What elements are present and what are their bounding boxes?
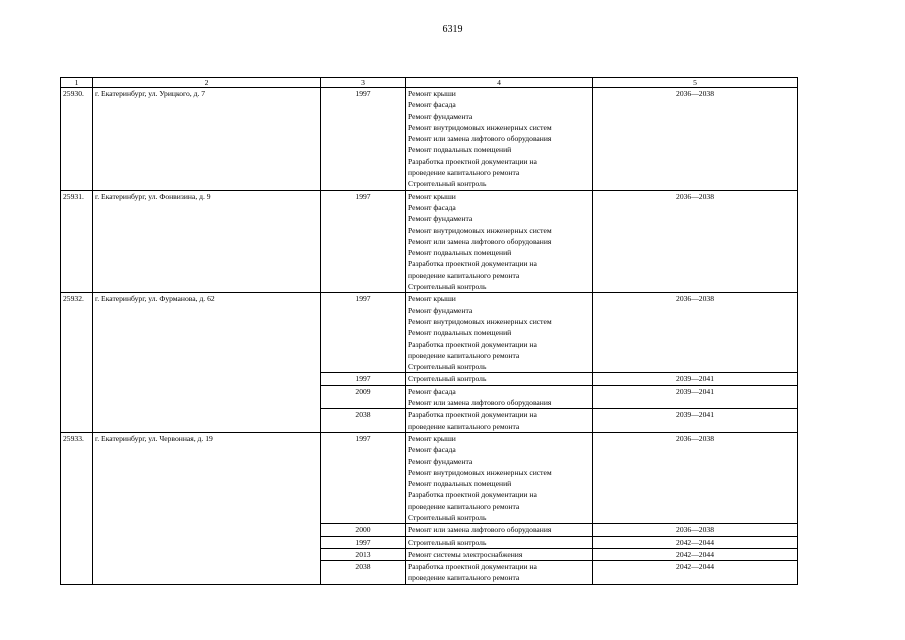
repair-work-item: Ремонт фундамента [408,305,473,315]
repair-work-item: Ремонт или замена лифтового оборудования [408,236,552,246]
repair-work-item: Ремонт системы электроснабжения [408,549,523,559]
column-number-3: 3 [321,78,406,88]
repair-works [406,432,593,523]
repair-period: 2042—2044 [593,536,798,548]
row-number: 25930. [61,88,93,191]
building-address: г. Екатеринбург, ул. Фурманова, д. 62 [93,293,321,433]
repair-period: 2036—2038 [593,524,798,536]
repair-work-item: Ремонт крыши [408,191,456,201]
repair-work-item: проведение капитального ремонта [408,350,520,360]
construction-year: 2000 [321,524,406,536]
repair-work-item: Строительный контроль [408,512,487,522]
repair-work-item: Ремонт внутридомовых инженерных систем [408,467,552,477]
table-header-row [61,78,798,88]
column-number-4: 4 [406,78,593,88]
repair-work-item: проведение капитального ремонта [408,270,520,280]
repair-period: 2036—2038 [593,88,798,191]
repair-work-item: проведение капитального ремонта [408,168,520,178]
repair-work-item: Ремонт фасада [408,386,456,396]
repair-work-item: проведение капитального ремонта [408,573,520,583]
construction-year: 1997 [321,293,406,373]
repair-work-item: проведение капитального ремонта [408,501,520,511]
repair-works [406,561,593,585]
repair-period: 2036—2038 [593,190,798,293]
repair-work-item: Разработка проектной документации на [408,410,537,420]
column-number-2: 2 [93,78,321,88]
repair-work-item: Строительный контроль [408,374,487,384]
repair-period: 2039—2041 [593,385,798,409]
repair-period: 2036—2038 [593,293,798,373]
repair-work-item: Ремонт крыши [408,294,456,304]
repair-work-item: Строительный контроль [408,282,487,292]
construction-year: 1997 [321,432,406,523]
repair-work-item: Ремонт или замена лифтового оборудования [408,525,552,535]
construction-year: 2038 [321,409,406,433]
repair-work-item: Ремонт фундамента [408,111,473,121]
row-number: 25932. [61,293,93,433]
repair-work-item: Разработка проектной документации на [408,490,537,500]
repair-work-item: Строительный контроль [408,179,487,189]
capital-repair-table [60,77,798,585]
repair-work-item: Ремонт подвальных помещений [408,328,512,338]
construction-year: 2038 [321,561,406,585]
construction-year: 2009 [321,385,406,409]
repair-works [406,536,593,548]
table-row [61,190,798,293]
repair-work-item: Строительный контроль [408,362,487,372]
construction-year: 1997 [321,88,406,191]
repair-period: 2042—2044 [593,561,798,585]
repair-work-item: Ремонт подвальных помещений [408,479,512,489]
repair-work-item: Ремонт подвальных помещений [408,248,512,258]
column-number-5: 5 [593,78,798,88]
repair-work-item: Ремонт внутридомовых инженерных систем [408,225,552,235]
table-row [61,432,798,523]
repair-work-item: Разработка проектной документации на [408,562,537,572]
repair-works [406,293,593,373]
repair-work-item: проведение капитального ремонта [408,421,520,431]
repair-works [406,548,593,560]
repair-work-item: Ремонт или замена лифтового оборудования [408,134,552,144]
repair-works [406,373,593,385]
repair-work-item: Разработка проектной документации на [408,156,537,166]
repair-work-item: Ремонт внутридомовых инженерных систем [408,316,552,326]
building-address: г. Екатеринбург, ул. Урицкого, д. 7 [93,88,321,191]
repair-period: 2039—2041 [593,409,798,433]
construction-year: 2013 [321,548,406,560]
repair-work-item: Ремонт подвальных помещений [408,145,512,155]
repair-period: 2039—2041 [593,373,798,385]
repair-work-item: Строительный контроль [408,537,487,547]
construction-year: 1997 [321,536,406,548]
repair-works [406,88,593,191]
repair-period: 2036—2038 [593,432,798,523]
building-address: г. Екатеринбург, ул. Червонная, д. 19 [93,432,321,584]
repair-work-item: Ремонт фундамента [408,456,473,466]
column-number-1: 1 [61,78,93,88]
repair-works [406,524,593,536]
repair-work-item: Ремонт крыши [408,89,456,98]
construction-year: 1997 [321,190,406,293]
row-number: 25933. [61,432,93,584]
repair-work-item: Ремонт фундамента [408,214,473,224]
row-number: 25931. [61,190,93,293]
table-row [61,88,798,191]
table-row [61,293,798,373]
repair-work-item: Разработка проектной документации на [408,339,537,349]
repair-work-item: Ремонт или замена лифтового оборудования [408,398,552,408]
repair-work-item: Ремонт фасада [408,100,456,110]
page-number: 6319 [442,24,463,35]
repair-work-item: Разработка проектной документации на [408,259,537,269]
repair-works [406,385,593,409]
repair-period: 2042—2044 [593,548,798,560]
construction-year: 1997 [321,373,406,385]
repair-work-item: Ремонт внутридомовых инженерных систем [408,122,552,132]
building-address: г. Екатеринбург, ул. Фонвизина, д. 9 [93,190,321,293]
repair-work-item: Ремонт фасада [408,202,456,212]
repair-works [406,409,593,433]
repair-works [406,190,593,293]
repair-work-item: Ремонт фасада [408,445,456,455]
repair-work-item: Ремонт крыши [408,433,456,443]
